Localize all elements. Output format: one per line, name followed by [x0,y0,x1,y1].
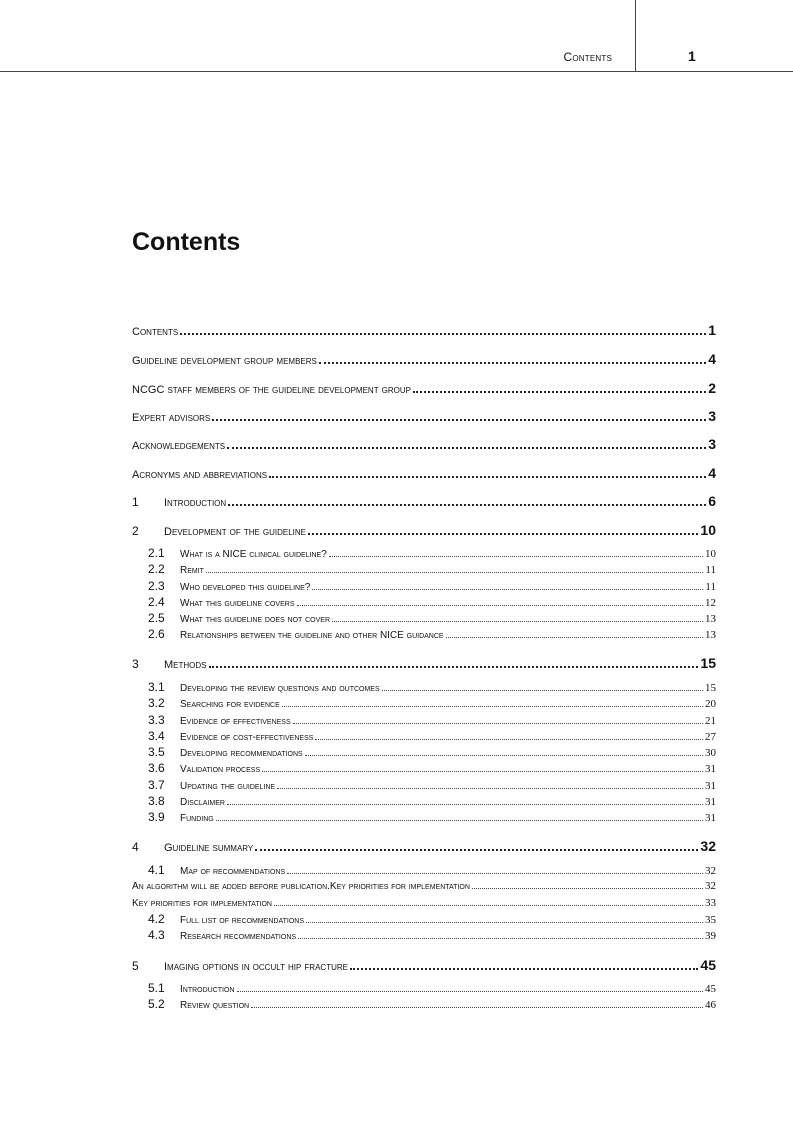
toc-section-number: 3.3 [148,713,165,727]
toc-page-number: 32 [705,865,716,877]
toc-entry-text: Imaging options in occult hip fracture [164,961,348,973]
toc-entry-text: Disclaimer [180,797,225,808]
toc-entry-text: Developing the review questions and outcomes [180,683,380,694]
dot-leader [305,755,703,756]
toc-entry-text: Evidence of cost-effectiveness [180,732,314,743]
toc-section-5-1[interactable] [148,982,716,996]
toc-section-number: 3.5 [148,745,165,759]
dot-leader [274,905,703,906]
dot-leader [251,1007,703,1008]
dot-leader [350,968,698,970]
toc-page-number: 46 [705,999,716,1011]
toc-entry-text: Searching for evidence [180,699,280,710]
toc-section-3-9[interactable] [148,811,716,825]
toc-page-number: 1 [708,322,716,338]
toc-page-number: 4 [708,465,716,481]
toc-chapter-1[interactable] [132,494,716,510]
toc-section-number: 2.1 [148,546,165,560]
toc-entry-text: Developing recommendations [180,748,303,759]
toc-page-number: 12 [705,597,716,609]
toc-section-number: 3.8 [148,794,165,808]
toc-section-number: 4.2 [148,912,165,926]
toc-section-4-3[interactable] [148,929,716,943]
toc-section-2-1[interactable] [148,547,716,561]
toc-section-number: 2.6 [148,627,165,641]
toc-section-2-5[interactable] [148,612,716,626]
toc-section-number: 5.2 [148,997,165,1011]
toc-page-number: 33 [705,897,716,909]
toc-entry-contents[interactable] [132,323,716,339]
toc-section-number: 3.4 [148,729,165,743]
toc-entry-ncgc-staff[interactable] [132,381,716,397]
toc-section-3-8[interactable] [148,795,716,809]
dot-leader [298,938,703,939]
dot-leader [212,419,706,421]
toc-page-number: 45 [700,957,716,973]
toc-section-number: 2.3 [148,579,165,593]
toc-entry-text: Key priorities for implementation [132,898,272,909]
toc-page-number: 45 [705,983,716,995]
dot-leader [277,788,703,789]
toc-page-number: 13 [705,613,716,625]
toc-page-number: 21 [705,715,716,727]
toc-page-number: 6 [708,493,716,509]
toc-entry-text: What is a NICE clinical guideline? [180,549,327,560]
dot-leader [255,849,698,851]
toc-entry-text: Validation process [180,764,261,775]
toc-page-number: 39 [705,930,716,942]
dot-leader [446,637,703,638]
dot-leader [315,739,703,740]
toc-chapter-number: 2 [132,524,139,538]
toc-section-number: 2.4 [148,595,165,609]
toc-section-4-2[interactable] [148,913,716,927]
toc-section-number: 3.9 [148,810,165,824]
toc-chapter-number: 4 [132,840,139,854]
toc-entry-text: Guideline development group members [132,355,317,367]
dot-leader [227,447,706,449]
toc-entry-text: An algorithm will be added before publication.Key priorities for implementation [132,881,470,892]
toc-entry-text: Research recommendations [180,931,297,942]
toc-section-number: 4.3 [148,928,165,942]
dot-leader [306,922,703,923]
toc-entry-text: Who developed this guideline? [180,582,311,593]
dot-leader [282,706,703,707]
toc-entry-gdg-members[interactable] [132,352,716,368]
toc-page-number: 15 [705,682,716,694]
toc-section-number: 2.5 [148,611,165,625]
dot-leader [180,333,706,335]
toc-section-3-2[interactable] [148,697,716,711]
toc-page-number: 4 [708,351,716,367]
toc-entry-text: Remit [180,565,204,576]
toc-entry-text: Review question [180,1000,250,1011]
toc-page-number: 15 [700,655,716,671]
toc-section-3-6[interactable] [148,762,716,776]
toc-section-number: 5.1 [148,981,165,995]
toc-page-number: 20 [705,698,716,710]
toc-entry-text: NCGC staff members of the guideline development group [132,384,411,396]
toc-page-number: 10 [705,548,716,560]
dot-leader [262,771,703,772]
toc-section-number: 3.6 [148,761,165,775]
toc-entry-text: Methods [164,659,207,671]
toc-chapter-4[interactable] [132,839,716,855]
toc-entry-acronyms[interactable] [132,466,716,482]
toc-entry-text: Evidence of effectiveness [180,716,291,727]
dot-leader [308,533,698,535]
toc-section-2-3[interactable] [148,580,716,594]
toc-entry-text: Funding [180,813,214,824]
toc-entry-text: Acronyms and abbreviations [132,469,268,481]
toc-page-number: 31 [705,812,716,824]
toc-entry-acknowledgements[interactable] [132,437,716,453]
toc-chapter-number: 1 [132,495,139,509]
toc-section-3-3[interactable] [148,714,716,728]
toc-chapter-3[interactable] [132,656,716,672]
toc-page-number: 11 [705,581,716,593]
dot-leader [319,362,706,364]
toc-entry-key-priorities[interactable] [132,897,716,910]
header-vertical-divider [635,0,636,72]
toc-page-number: 2 [708,380,716,396]
toc-entry-text: Updating the guideline [180,781,276,792]
toc-section-2-2[interactable] [148,563,716,577]
toc-page-number: 13 [705,629,716,641]
toc-section-3-4[interactable] [148,730,716,744]
dot-leader [209,666,699,668]
toc-entry-text: Introduction [164,497,227,509]
toc-page-number: 10 [700,522,716,538]
toc-section-number: 2.2 [148,562,165,576]
running-header-title: Contents [563,50,612,64]
toc-entry-text: Expert advisors [132,412,211,424]
toc-page-number: 32 [705,880,716,892]
toc-entry-text: Guideline summary [164,842,254,854]
toc-page-number: 31 [705,780,716,792]
toc-entry-text: Introduction [180,984,235,995]
toc-entry-text: What this guideline covers [180,598,295,609]
toc-section-number: 3.1 [148,680,165,694]
toc-page-number: 11 [705,564,716,576]
toc-entry-text: What this guideline does not cover [180,614,330,625]
dot-leader [312,589,703,590]
dot-leader [297,605,704,606]
toc-chapter-number: 3 [132,657,139,671]
toc-entry-algorithm[interactable] [132,880,716,893]
toc-section-number: 3.2 [148,696,165,710]
toc-entry-text: Contents [132,326,179,338]
header-horizontal-rule [0,71,793,72]
toc-page-number: 31 [705,796,716,808]
dot-leader [382,690,703,691]
toc-page-number: 35 [705,914,716,926]
dot-leader [287,873,703,874]
toc-entry-text: Development of the guideline [164,526,307,538]
toc-chapter-5[interactable] [132,958,716,974]
toc-entry-text: Relationships between the guideline and other NICE guidance [180,630,444,641]
dot-leader [472,888,703,889]
toc-section-2-6[interactable] [148,628,716,642]
toc-chapter-2[interactable] [132,523,716,539]
toc-page-number: 31 [705,763,716,775]
toc-section-number: 3.7 [148,778,165,792]
toc-page-number: 32 [700,838,716,854]
toc-entry-text: Full list of recommendations [180,915,304,926]
toc-entry-expert-advisors[interactable] [132,409,716,425]
toc-section-2-4[interactable] [148,596,716,610]
dot-leader [206,572,703,573]
toc-section-number: 4.1 [148,863,165,877]
toc-section-5-2[interactable] [148,998,716,1012]
dot-leader [329,556,703,557]
dot-leader [413,391,706,393]
toc-section-3-5[interactable] [148,746,716,760]
page-title: Contents [132,228,241,256]
dot-leader [293,723,703,724]
toc-section-4-1[interactable] [148,864,716,878]
toc-page-number: 30 [705,747,716,759]
dot-leader [269,476,706,478]
toc-section-3-1[interactable] [148,681,716,695]
dot-leader [237,991,704,992]
toc-entry-text: Map of recommendations [180,866,286,877]
dot-leader [227,804,703,805]
toc-chapter-number: 5 [132,959,139,973]
toc-page-number: 3 [708,408,716,424]
toc-page-number: 3 [708,436,716,452]
toc-entry-text: Acknowledgements [132,440,226,452]
dot-leader [332,621,703,622]
toc-page-number: 27 [705,731,716,743]
dot-leader [228,504,706,506]
running-header-page-number: 1 [688,48,696,64]
toc-section-3-7[interactable] [148,779,716,793]
dot-leader [216,820,703,821]
